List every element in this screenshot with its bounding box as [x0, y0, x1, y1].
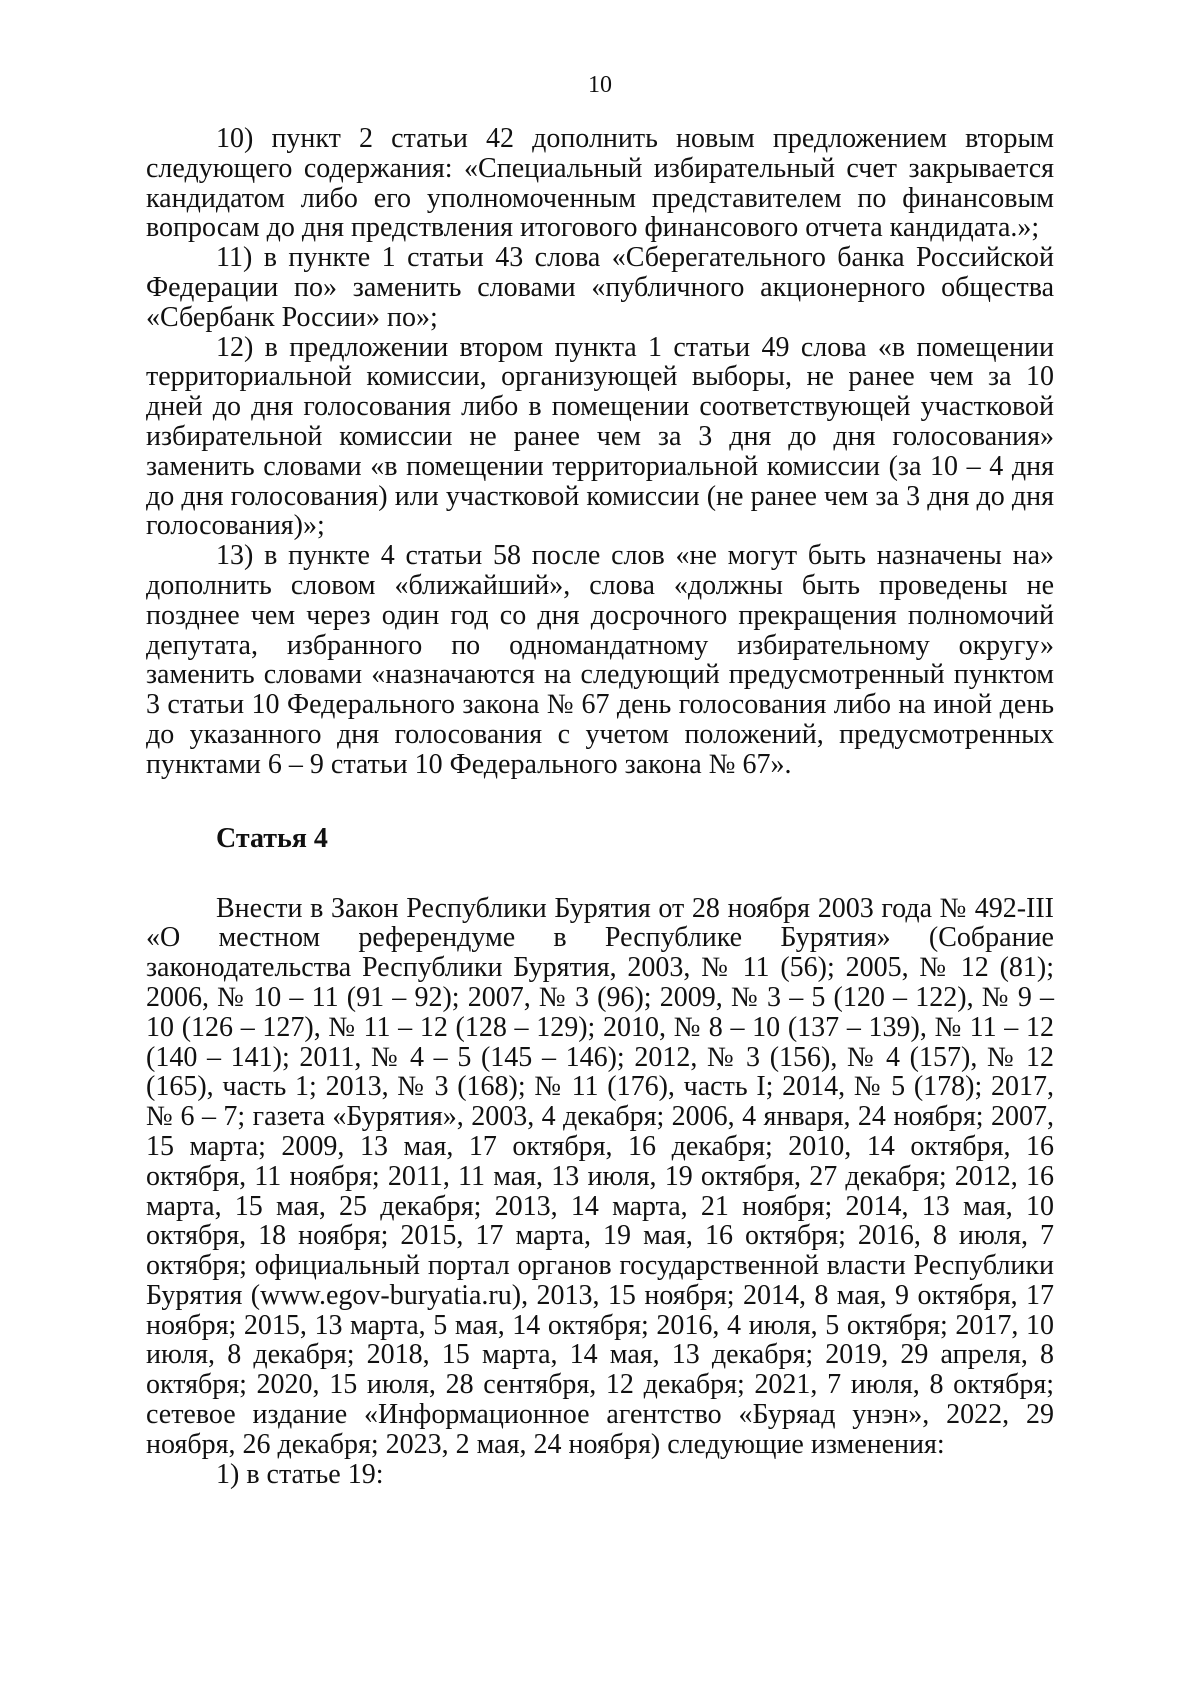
amendment-item-11: 11) в пункте 1 статьи 43 слова «Сберегательного банка Российской Федерации по» заменить словами «публичного акционерного общества «Сбербанк России» по»; — [146, 242, 1054, 333]
article-item-1: 1) в статье 19: — [216, 1458, 384, 1490]
document-body — [146, 124, 1054, 1489]
amendment-item-12: 12) в предложении втором пункта 1 статьи 49 слова «в помещении территориальной комиссии, организующей выборы, не ранее чем за 10 дней до дня голосования либо в помещении соответствующей участковой избирательной комиссии не ранее чем за 3 дня до дня голосования» заменить словами «в помещении территориальной комиссии (за 10 – 4 дня до дня голосования) или участковой комиссии (не ранее чем за 3 дня до дня голосования)»; — [146, 331, 1054, 542]
amendment-item-10: 10) пункт 2 статьи 42 дополнить новым предложением вторым следующего содержания: «Специальный избирательный счет закрывается кандидатом либо его уполномоченным представителем по финансовым вопросам до дня предствления итогового финансового отчета кандидата.»; — [146, 123, 1054, 244]
article-heading: Статья 4 — [216, 822, 328, 854]
page-number: 10 — [588, 72, 612, 98]
article-intro-paragraph: Внести в Закон Республики Бурятия от 28 ноября 2003 года № 492-III «О местном референдуме в Республике Бурятия» (Собрание законодательства Республики Бурятия, 2003, № 11 (56); 2005, № 12 (81); 2006, № 10 – 11 (91 – 92); 2007, № 3 (96); 2009, № 3 – 5 (120 – 122), № 9 – 10 (126 – 127), № 11 – 12 (128 – 129); 2010, № 8 – 10 (137 – 139), № 11 – 12 (140 – 141); 2011, № 4 – 5 (145 – 146); 2012, № 3 (156), № 4 (157), № 12 (165), часть 1; 2013, № 3 (168); № 11 (176), часть I; 2014, № 5 (178); 2017, № 6 – 7; газета «Бурятия», 2003, 4 декабря; 2006, 4 января, 24 ноября; 2007, 15 марта; 2009, 13 мая, 17 октября, 16 декабря; 2010, 14 октября, 16 октября, 11 ноября; 2011, 11 мая, 13 июля, 19 октября, 27 декабря; 2012, 16 марта, 15 мая, 25 декабря; 2013, 14 марта, 21 ноября; 2014, 13 мая, 10 октября, 18 ноября; 2015, 17 марта, 19 мая, 16 октября; 2016, 8 июля, 7 октября; официальный портал органов государственной власти Республики Бурятия (www.egov-buryatia.ru), 2013, 15 ноября; 2014, 8 мая, 9 октября, 17 ноября; 2015, 13 марта, 5 мая, 14 октября; 2016, 4 июля, 5 октября; 2017, 10 июля, 8 декабря; 2018, 15 марта, 14 мая, 13 декабря; 2019, 29 апреля, 8 октября; 2020, 15 июля, 28 сентября, 12 декабря; 2021, 7 июля, 8 октября; сетевое издание «Информационное агентство «Буряад унэн», 2022, 29 ноября, 26 декабря; 2023, 2 мая, 24 ноября) следующие изменения: — [146, 892, 1054, 1460]
amendment-item-13: 13) в пункте 4 статьи 58 после слов «не могут быть назначены на» дополнить словом «ближайший», слова «должны быть проведены не позднее чем через один год со дня досрочного прекращения полномочий депутата, избранного по одномандатному избирательному округу» заменить словами «назначаются на следующий предусмотренный пунктом 3 статьи 10 Федерального закона № 67 день голосования либо на иной день до указанного дня голосования с учетом положений, предусмотренных пунктами 6 – 9 статьи 10 Федерального закона № 67». — [146, 540, 1054, 780]
